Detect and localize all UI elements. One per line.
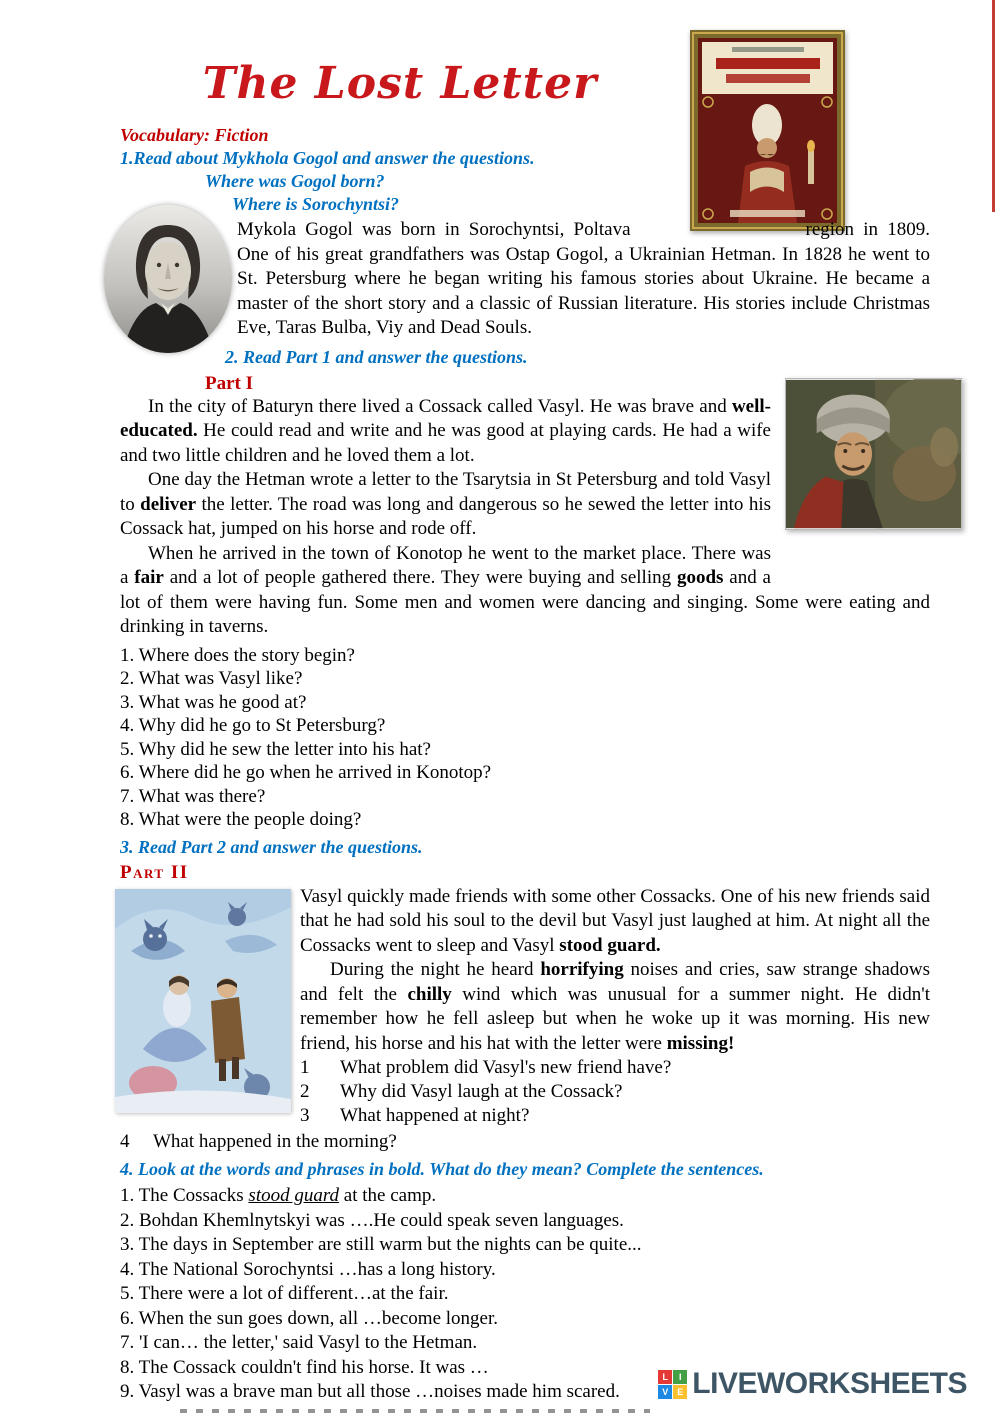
devils-dance-illustration: [115, 889, 291, 1113]
question-number: 3: [300, 1105, 310, 1126]
part1-paragraph-1: In the city of Baturyn there lived a Cossack called Vasyl. He was brave and well-educated. He could read and write and he was good at playing cards. He had a wife and two little children and he loved them a lot.: [120, 395, 771, 466]
task3-heading: 3. Read Part 2 and answer the questions.: [120, 836, 423, 857]
part1-question-1: 1. Where does the story begin?: [120, 644, 355, 666]
part2-question-3: [300, 1104, 930, 1128]
part1-question-list: [120, 644, 930, 832]
question-number: 1: [300, 1057, 310, 1078]
logo-square-v: V: [658, 1385, 672, 1399]
part1-question-2: 2. What was Vasyl like?: [120, 668, 303, 689]
part2-question-2: [300, 1080, 930, 1104]
part1-question-5: 5. Why did he sew the letter into his hat?: [120, 738, 431, 760]
question-text: What happened in the morning?: [153, 1131, 397, 1152]
exercise4-sentence-5: 5. There were a lot of different…at the fair.: [120, 1283, 449, 1304]
vocabulary-heading: Vocabulary: Fiction: [120, 125, 269, 145]
exercise4-sentence-1: 1. The Cossacks stood guard at the camp.: [120, 1185, 437, 1206]
part1-paragraph-2: One day the Hetman wrote a letter to the Tsarytsia in St Petersburg and told Vasyl to deliver the letter. The road was long and dangerous so he sewed the letter into his Cossack hat, jumped on his horse and rode off.: [120, 469, 771, 539]
question-text: What happened at night?: [340, 1105, 530, 1126]
question-text: Why did Vasyl laugh at the Cossack?: [340, 1081, 623, 1102]
exercise4-sentence-6: 6. When the sun goes down, all …become longer.: [120, 1307, 498, 1329]
question-number: 2: [300, 1081, 310, 1102]
text-wrap-gap: [631, 234, 806, 235]
liveworksheets-grid-icon: [658, 1370, 687, 1399]
part2-paragraph-1: Vasyl quickly made friends with some other Cossacks. One of his new friends said that he had sold his soul to the devil but Vasyl just laughed at him. At night all the Cossacks went to sleep and Vasyl stood guard.: [300, 885, 930, 956]
part2-heading: Part II: [120, 861, 189, 883]
part2-question-4: [120, 1130, 930, 1154]
task1-subquestion-1: Where was Gogol born?: [205, 171, 385, 191]
task1-heading: 1.Read about Mykhola Gogol and answer the questions.: [120, 148, 535, 168]
exercise4-sentence-9: 9. Vasyl was a brave man but all those …noises made him scared.: [120, 1381, 620, 1402]
logo-square-e: E: [673, 1385, 687, 1399]
part1-question-4: 4. Why did he go to St Petersburg?: [120, 715, 386, 736]
exercise4-sentence-2: 2. Bohdan Khemlnytskyi was ….He could speak seven languages.: [120, 1209, 624, 1231]
part2-question-1: [300, 1056, 930, 1080]
task4-heading: 4. Look at the words and phrases in bold. What do they mean? Complete the sentences.: [120, 1159, 764, 1179]
cossack-photo-image: [785, 378, 962, 530]
task2-heading: 2. Read Part 1 and answer the questions.: [225, 346, 528, 367]
part1-question-6: 6. Where did he go when he arrived in Konotop?: [120, 762, 492, 783]
exercise4-sentence-4: 4. The National Sorochyntsi …has a long history.: [120, 1258, 496, 1280]
part1-paragraph-3: When he arrived in the town of Konotop he went to the market place. There was a fair and a lot of people gathered there. They were buying and selling goods and a lot of them were having fun. Some men and women were dancing and singing. Some were eating and drinking in taverns.: [120, 542, 930, 637]
exercise4-sentence-8: 8. The Cossack couldn't find his horse. It was …: [120, 1356, 489, 1378]
question-number: 4: [120, 1131, 130, 1152]
page-title: The Lost Letter: [202, 58, 598, 109]
logo-square-i: I: [673, 1370, 687, 1384]
cossack-photo-drawing: [786, 379, 961, 529]
task1-subquestion-2: Where is Sorochyntsi?: [232, 194, 400, 214]
part1-heading: Part I: [205, 372, 254, 394]
liveworksheets-logo[interactable]: [658, 1367, 967, 1401]
gogol-bio-paragraph: Mykola Gogol was born in Sorochyntsi, Poltava region in 1809. One of his great grandfathers was Ostap Gogol, a Ukrainian Hetman. In 1828 he went to St. Petersburg where he began writing his famous stories about Ukraine. He became a master of the short story and a classic of Russian literature. His stories include Christmas Eve, Taras Bulba, Viy and Dead Souls.: [237, 219, 930, 338]
part1-question-8: 8. What were the people doing?: [120, 809, 362, 830]
logo-square-l: L: [658, 1370, 672, 1384]
part1-question-7: 7. What was there?: [120, 785, 266, 807]
part1-question-3: 3. What was he good at?: [120, 691, 307, 713]
cut-off-text-line: [180, 1409, 650, 1413]
liveworksheets-wordmark: LIVEWORKSHEETS: [692, 1367, 967, 1400]
exercise4-sentence-3: 3. The days in September are still warm but the nights can be quite...: [120, 1234, 642, 1255]
part2-illustration-image: [115, 889, 291, 1113]
exercise4-sentence-7: 7. 'I can… the letter,' said Vasyl to the Hetman.: [120, 1332, 478, 1353]
part2-paragraph-2: During the night he heard horrifying noises and cries, saw strange shadows and felt the chilly wind which was unusual for a summer night. He didn't remember how he fell asleep but when he woke up it was morning. His new friend, his horse and his hat with the letter were missing!: [300, 959, 931, 1054]
question-text: What problem did Vasyl's new friend have?: [340, 1057, 672, 1078]
